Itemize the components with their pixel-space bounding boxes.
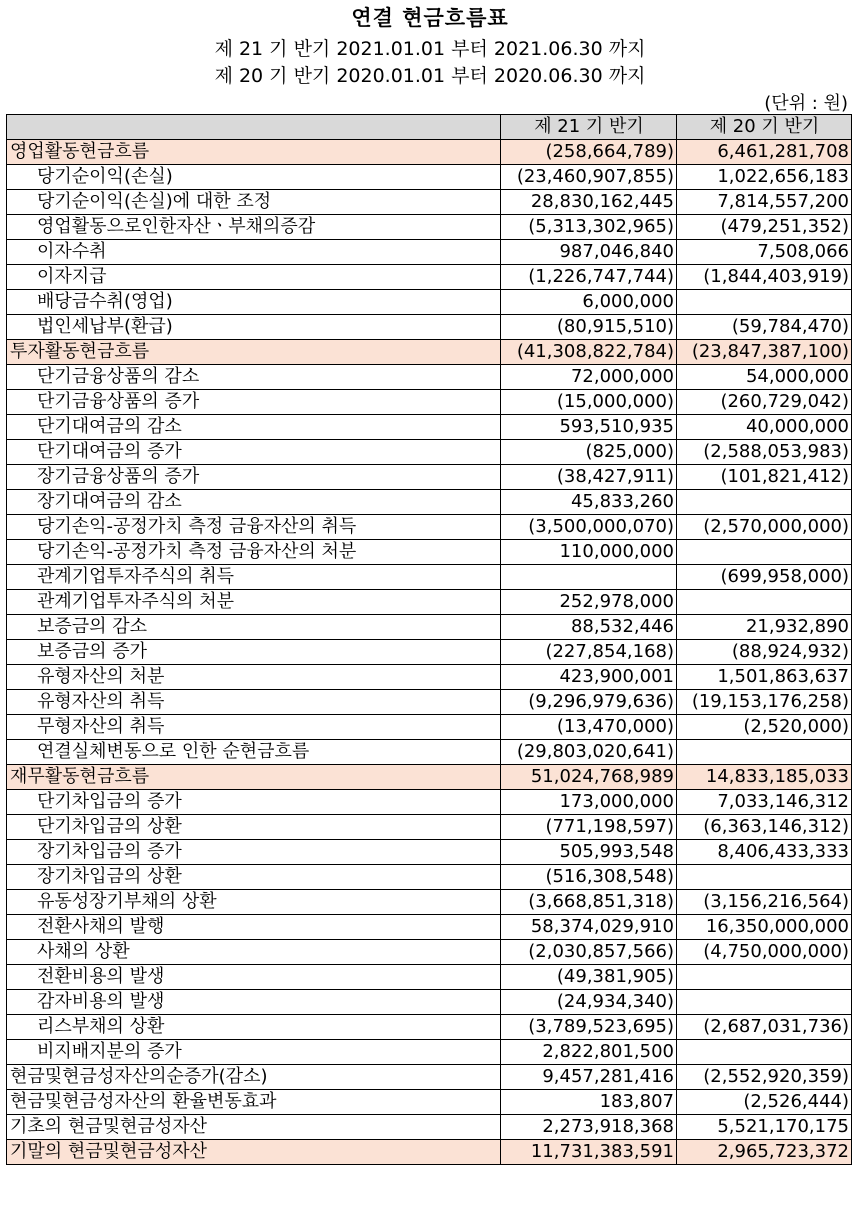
row-label: 보증금의 증가 <box>7 640 501 665</box>
row-label: 영업활동현금흐름 <box>7 140 501 165</box>
value-current: 252,978,000 <box>501 590 677 615</box>
value-current: (1,226,747,744) <box>501 265 677 290</box>
value-current: 987,046,840 <box>501 240 677 265</box>
value-current: 173,000,000 <box>501 790 677 815</box>
value-current: 6,000,000 <box>501 290 677 315</box>
value-current: (41,308,822,784) <box>501 340 677 365</box>
row-label: 장기차입금의 상환 <box>7 865 501 890</box>
table-row <box>7 390 852 415</box>
value-current: (3,500,000,070) <box>501 515 677 540</box>
value-prior: (2,552,920,359) <box>677 1065 852 1090</box>
value-prior: (6,363,146,312) <box>677 815 852 840</box>
table-row <box>7 440 852 465</box>
value-current: 51,024,768,989 <box>501 765 677 790</box>
row-label: 배당금수취(영업) <box>7 290 501 315</box>
table-row <box>7 265 852 290</box>
table-row <box>7 815 852 840</box>
column-header-current: 제 21 기 반기 <box>501 115 677 140</box>
table-row <box>7 890 852 915</box>
table-row <box>7 1040 852 1065</box>
value-prior: 7,033,146,312 <box>677 790 852 815</box>
value-prior: (2,520,000) <box>677 715 852 740</box>
row-label: 단기차입금의 상환 <box>7 815 501 840</box>
column-header-label <box>7 115 501 140</box>
value-current: (771,198,597) <box>501 815 677 840</box>
value-prior: (2,588,053,983) <box>677 440 852 465</box>
value-prior <box>677 490 852 515</box>
row-label: 영업활동으로인한자산ㆍ부채의증감 <box>7 215 501 240</box>
row-label: 비지배지분의 증가 <box>7 1040 501 1065</box>
value-prior: 54,000,000 <box>677 365 852 390</box>
value-prior <box>677 965 852 990</box>
value-current: (258,664,789) <box>501 140 677 165</box>
row-label: 유형자산의 취득 <box>7 690 501 715</box>
table-row <box>7 740 852 765</box>
value-current: 423,900,001 <box>501 665 677 690</box>
value-prior: (479,251,352) <box>677 215 852 240</box>
value-current: 110,000,000 <box>501 540 677 565</box>
table-row <box>7 1115 852 1140</box>
value-prior: 21,932,890 <box>677 615 852 640</box>
value-prior: 6,461,281,708 <box>677 140 852 165</box>
value-prior <box>677 1040 852 1065</box>
value-prior: (88,924,932) <box>677 640 852 665</box>
table-row <box>7 190 852 215</box>
value-current: 58,374,029,910 <box>501 915 677 940</box>
row-label: 이자지급 <box>7 265 501 290</box>
value-prior: 14,833,185,033 <box>677 765 852 790</box>
value-prior: (59,784,470) <box>677 315 852 340</box>
row-label: 연결실체변동으로 인한 순현금흐름 <box>7 740 501 765</box>
table-row <box>7 940 852 965</box>
value-prior: (23,847,387,100) <box>677 340 852 365</box>
table-row <box>7 615 852 640</box>
value-current: (13,470,000) <box>501 715 677 740</box>
table-row <box>7 865 852 890</box>
row-label: 투자활동현금흐름 <box>7 340 501 365</box>
row-label: 관계기업투자주식의 처분 <box>7 590 501 615</box>
row-label: 유형자산의 처분 <box>7 665 501 690</box>
value-prior <box>677 540 852 565</box>
row-label: 현금및현금성자산의 환율변동효과 <box>7 1090 501 1115</box>
value-current: (80,915,510) <box>501 315 677 340</box>
value-current: 28,830,162,445 <box>501 190 677 215</box>
table-row <box>7 1065 852 1090</box>
unit-label: (단위 : 원) <box>764 93 848 114</box>
row-label: 법인세납부(환급) <box>7 315 501 340</box>
value-prior: (2,526,444) <box>677 1090 852 1115</box>
row-label: 장기금융상품의 증가 <box>7 465 501 490</box>
value-prior: (260,729,042) <box>677 390 852 415</box>
value-current <box>501 565 677 590</box>
value-prior: 16,350,000,000 <box>677 915 852 940</box>
row-label: 기말의 현금및현금성자산 <box>7 1140 501 1165</box>
table-row <box>7 665 852 690</box>
table-row <box>7 915 852 940</box>
value-current: 2,822,801,500 <box>501 1040 677 1065</box>
value-current: 45,833,260 <box>501 490 677 515</box>
row-label: 단기대여금의 감소 <box>7 415 501 440</box>
row-label: 보증금의 감소 <box>7 615 501 640</box>
table-row <box>7 765 852 790</box>
value-current: (9,296,979,636) <box>501 690 677 715</box>
value-prior: 1,501,863,637 <box>677 665 852 690</box>
period-current: 제 21 기 반기 2021.01.01 부터 2021.06.30 까지 <box>214 38 646 60</box>
row-label: 유동성장기부채의 상환 <box>7 890 501 915</box>
table-row <box>7 315 852 340</box>
value-prior: 7,814,557,200 <box>677 190 852 215</box>
row-label: 당기순이익(손실)에 대한 조정 <box>7 190 501 215</box>
value-prior <box>677 740 852 765</box>
cash-flow-table <box>6 114 852 1165</box>
row-label: 기초의 현금및현금성자산 <box>7 1115 501 1140</box>
table-row <box>7 715 852 740</box>
value-current: (29,803,020,641) <box>501 740 677 765</box>
value-current: (49,381,905) <box>501 965 677 990</box>
value-current: 505,993,548 <box>501 840 677 865</box>
table-row <box>7 540 852 565</box>
table-row <box>7 415 852 440</box>
value-prior: 5,521,170,175 <box>677 1115 852 1140</box>
value-current: (5,313,302,965) <box>501 215 677 240</box>
value-current: 72,000,000 <box>501 365 677 390</box>
value-prior <box>677 865 852 890</box>
value-prior <box>677 590 852 615</box>
table-row <box>7 465 852 490</box>
row-label: 단기대여금의 증가 <box>7 440 501 465</box>
row-label: 단기차입금의 증가 <box>7 790 501 815</box>
value-current: 2,273,918,368 <box>501 1115 677 1140</box>
table-row <box>7 640 852 665</box>
row-label: 리스부채의 상환 <box>7 1015 501 1040</box>
value-prior: 2,965,723,372 <box>677 1140 852 1165</box>
table-row <box>7 590 852 615</box>
table-row <box>7 565 852 590</box>
row-label: 이자수취 <box>7 240 501 265</box>
row-label: 단기금융상품의 증가 <box>7 390 501 415</box>
table-row <box>7 1015 852 1040</box>
period-prior: 제 20 기 반기 2020.01.01 부터 2020.06.30 까지 <box>214 65 646 87</box>
value-prior <box>677 990 852 1015</box>
value-prior: (699,958,000) <box>677 565 852 590</box>
table-row <box>7 290 852 315</box>
value-current: (38,427,911) <box>501 465 677 490</box>
table-row <box>7 965 852 990</box>
table-row <box>7 165 852 190</box>
value-prior: (3,156,216,564) <box>677 890 852 915</box>
row-label: 사채의 상환 <box>7 940 501 965</box>
row-label: 전환비용의 발생 <box>7 965 501 990</box>
table-row <box>7 840 852 865</box>
row-label: 장기대여금의 감소 <box>7 490 501 515</box>
row-label: 장기차입금의 증가 <box>7 840 501 865</box>
value-prior: (1,844,403,919) <box>677 265 852 290</box>
value-prior: (4,750,000,000) <box>677 940 852 965</box>
table-row <box>7 140 852 165</box>
value-current: 183,807 <box>501 1090 677 1115</box>
value-current: 9,457,281,416 <box>501 1065 677 1090</box>
row-label: 관계기업투자주식의 취득 <box>7 565 501 590</box>
table-row <box>7 365 852 390</box>
row-label: 당기손익-공정가치 측정 금융자산의 처분 <box>7 540 501 565</box>
value-prior: 40,000,000 <box>677 415 852 440</box>
value-current: (516,308,548) <box>501 865 677 890</box>
table-row <box>7 515 852 540</box>
value-current: (23,460,907,855) <box>501 165 677 190</box>
value-prior: (19,153,176,258) <box>677 690 852 715</box>
value-current: (3,789,523,695) <box>501 1015 677 1040</box>
value-prior: (2,570,000,000) <box>677 515 852 540</box>
value-prior: 7,508,066 <box>677 240 852 265</box>
table-row <box>7 990 852 1015</box>
value-prior: (2,687,031,736) <box>677 1015 852 1040</box>
value-current: 593,510,935 <box>501 415 677 440</box>
table-row <box>7 1140 852 1165</box>
statement-title: 연결 현금흐름표 <box>351 6 509 30</box>
value-current: (3,668,851,318) <box>501 890 677 915</box>
value-current: (15,000,000) <box>501 390 677 415</box>
row-label: 단기금융상품의 감소 <box>7 365 501 390</box>
value-current: (227,854,168) <box>501 640 677 665</box>
table-row <box>7 1090 852 1115</box>
row-label: 전환사채의 발행 <box>7 915 501 940</box>
table-body <box>7 140 852 1165</box>
table-row <box>7 215 852 240</box>
table-row <box>7 240 852 265</box>
table-row <box>7 790 852 815</box>
value-prior: 1,022,656,183 <box>677 165 852 190</box>
row-label: 무형자산의 취득 <box>7 715 501 740</box>
value-prior: 8,406,433,333 <box>677 840 852 865</box>
value-prior: (101,821,412) <box>677 465 852 490</box>
row-label: 감자비용의 발생 <box>7 990 501 1015</box>
table-row <box>7 490 852 515</box>
row-label: 현금및현금성자산의순증가(감소) <box>7 1065 501 1090</box>
value-current: (24,934,340) <box>501 990 677 1015</box>
table-row <box>7 690 852 715</box>
value-current: 88,532,446 <box>501 615 677 640</box>
row-label: 당기손익-공정가치 측정 금융자산의 취득 <box>7 515 501 540</box>
row-label: 당기순이익(손실) <box>7 165 501 190</box>
header-row <box>7 115 852 140</box>
table-row <box>7 340 852 365</box>
row-label: 재무활동현금흐름 <box>7 765 501 790</box>
column-header-prior: 제 20 기 반기 <box>677 115 852 140</box>
value-current: (825,000) <box>501 440 677 465</box>
value-current: (2,030,857,566) <box>501 940 677 965</box>
value-current: 11,731,383,591 <box>501 1140 677 1165</box>
value-prior <box>677 290 852 315</box>
